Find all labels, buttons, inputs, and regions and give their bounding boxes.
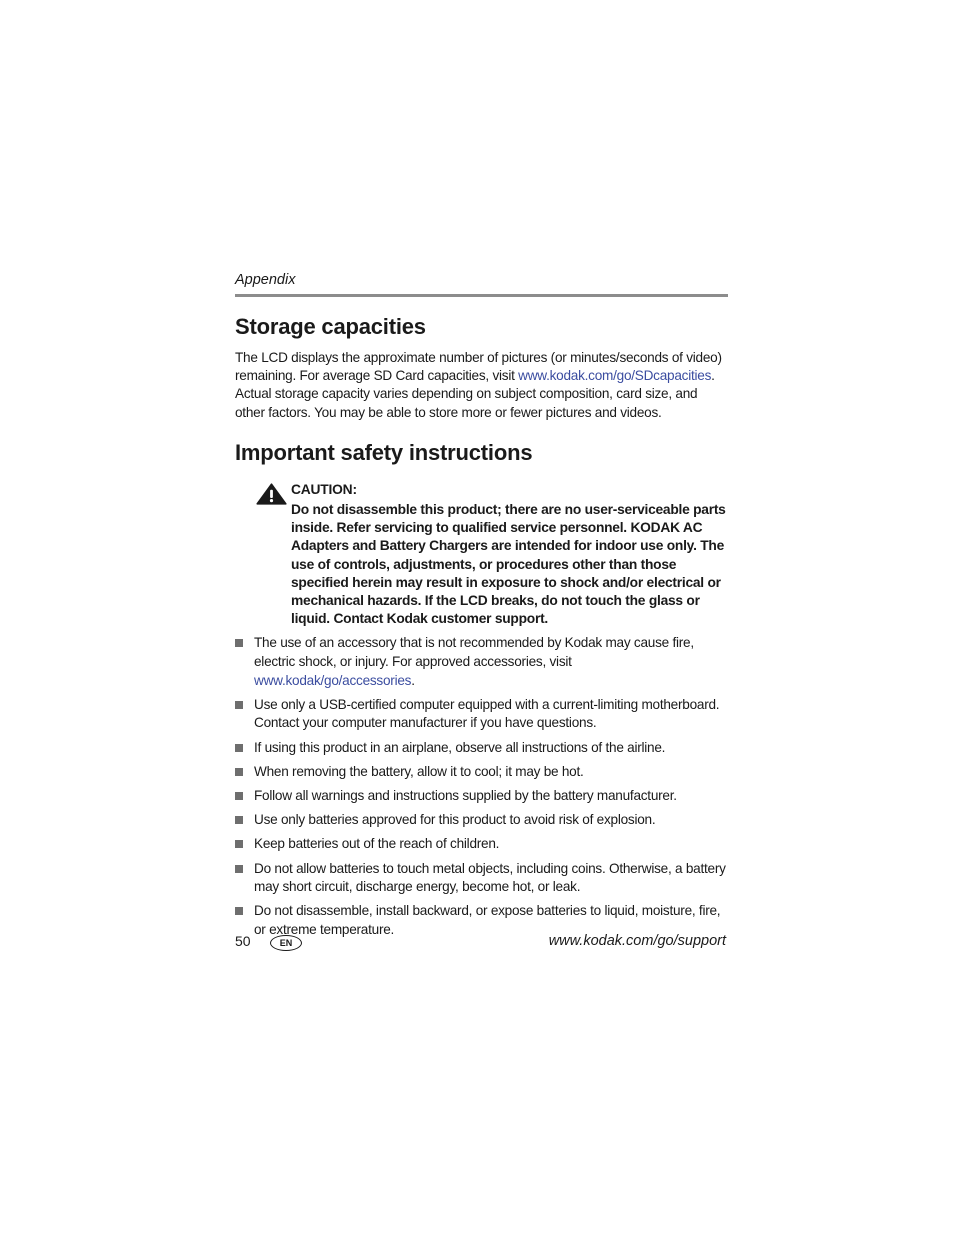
square-bullet-icon xyxy=(235,768,243,776)
safety-heading: Important safety instructions xyxy=(235,439,533,465)
storage-text-2: . Actual storage capacity varies depending on subject composition, card size, and other factors. You may be able to store more or fewer pictures and videos. xyxy=(235,368,715,420)
bullet-text: Follow all warnings and instructions supplied by the battery manufacturer. xyxy=(254,787,677,803)
square-bullet-icon xyxy=(235,792,243,800)
square-bullet-icon xyxy=(235,907,243,915)
page-number: 50 xyxy=(235,933,251,949)
support-url[interactable]: www.kodak.com/go/support xyxy=(548,933,726,949)
caution-text: Do not disassemble this product; there are no user-serviceable parts inside. Refer servicing to qualified service personnel. KODAK AC Adapters and Battery Chargers are intended for indoor use only. The use of controls, adjustments, or procedures other than those specified herein may result in exposure to shock and/or electrical or mechanical hazards. If the LCD breaks, do not touch the glass or liquid. Contact Kodak customer support. xyxy=(291,502,726,627)
list-item xyxy=(235,835,728,854)
page-footer xyxy=(235,930,726,952)
list-item xyxy=(235,739,728,758)
warning-triangle-icon xyxy=(256,483,287,505)
page-content xyxy=(235,270,728,945)
square-bullet-icon xyxy=(235,840,243,848)
square-bullet-icon xyxy=(235,639,243,647)
list-item xyxy=(235,860,728,897)
list-item xyxy=(235,696,728,733)
language-badge: EN xyxy=(270,935,302,951)
header-rule xyxy=(235,294,728,297)
list-item xyxy=(235,811,728,830)
caution-block xyxy=(235,481,728,629)
list-item xyxy=(235,787,728,806)
square-bullet-icon xyxy=(235,744,243,752)
bullet-text: Do not disassemble, install backward, or expose batteries to liquid, moisture, fire, or extreme temperature. xyxy=(254,903,721,937)
bullet-text: Do not allow batteries to touch metal objects, including coins. Otherwise, a battery may short circuit, discharge energy, become hot, or leak. xyxy=(254,860,726,895)
bullet-text-end: . xyxy=(411,672,415,688)
safety-list xyxy=(235,634,728,939)
storage-heading: Storage capacities xyxy=(235,314,426,339)
bullet-text: If using this product in an airplane, observe all instructions of the airline. xyxy=(254,739,666,755)
caution-title: CAUTION: xyxy=(291,481,357,497)
square-bullet-icon xyxy=(235,701,243,709)
bullet-text: When removing the battery, allow it to cool; it may be hot. xyxy=(254,763,584,779)
accessories-link[interactable]: www.kodak/go/accessories xyxy=(254,672,412,688)
bullet-text: The use of an accessory that is not recommended by Kodak may cause fire, electric shock, or injury. For approved accessories, visit xyxy=(254,635,694,670)
square-bullet-icon xyxy=(235,865,243,873)
sd-capacities-link[interactable]: www.kodak.com/go/SDcapacities xyxy=(518,368,712,384)
section-label: Appendix xyxy=(235,272,296,288)
bullet-text: Keep batteries out of the reach of children. xyxy=(254,836,500,852)
bullet-text: Use only a USB-certified computer equipped with a current-limiting motherboard. Contact your computer manufacturer if you have questions. xyxy=(254,696,720,731)
bullet-text: Use only batteries approved for this product to avoid risk of explosion. xyxy=(254,812,656,828)
list-item xyxy=(235,634,728,690)
storage-paragraph xyxy=(235,349,728,422)
square-bullet-icon xyxy=(235,816,243,824)
list-item xyxy=(235,763,728,782)
storage-text-1: The LCD displays the approximate number of pictures (or minutes/seconds of video) remaining. For average SD Card capacities, visit xyxy=(235,350,722,384)
